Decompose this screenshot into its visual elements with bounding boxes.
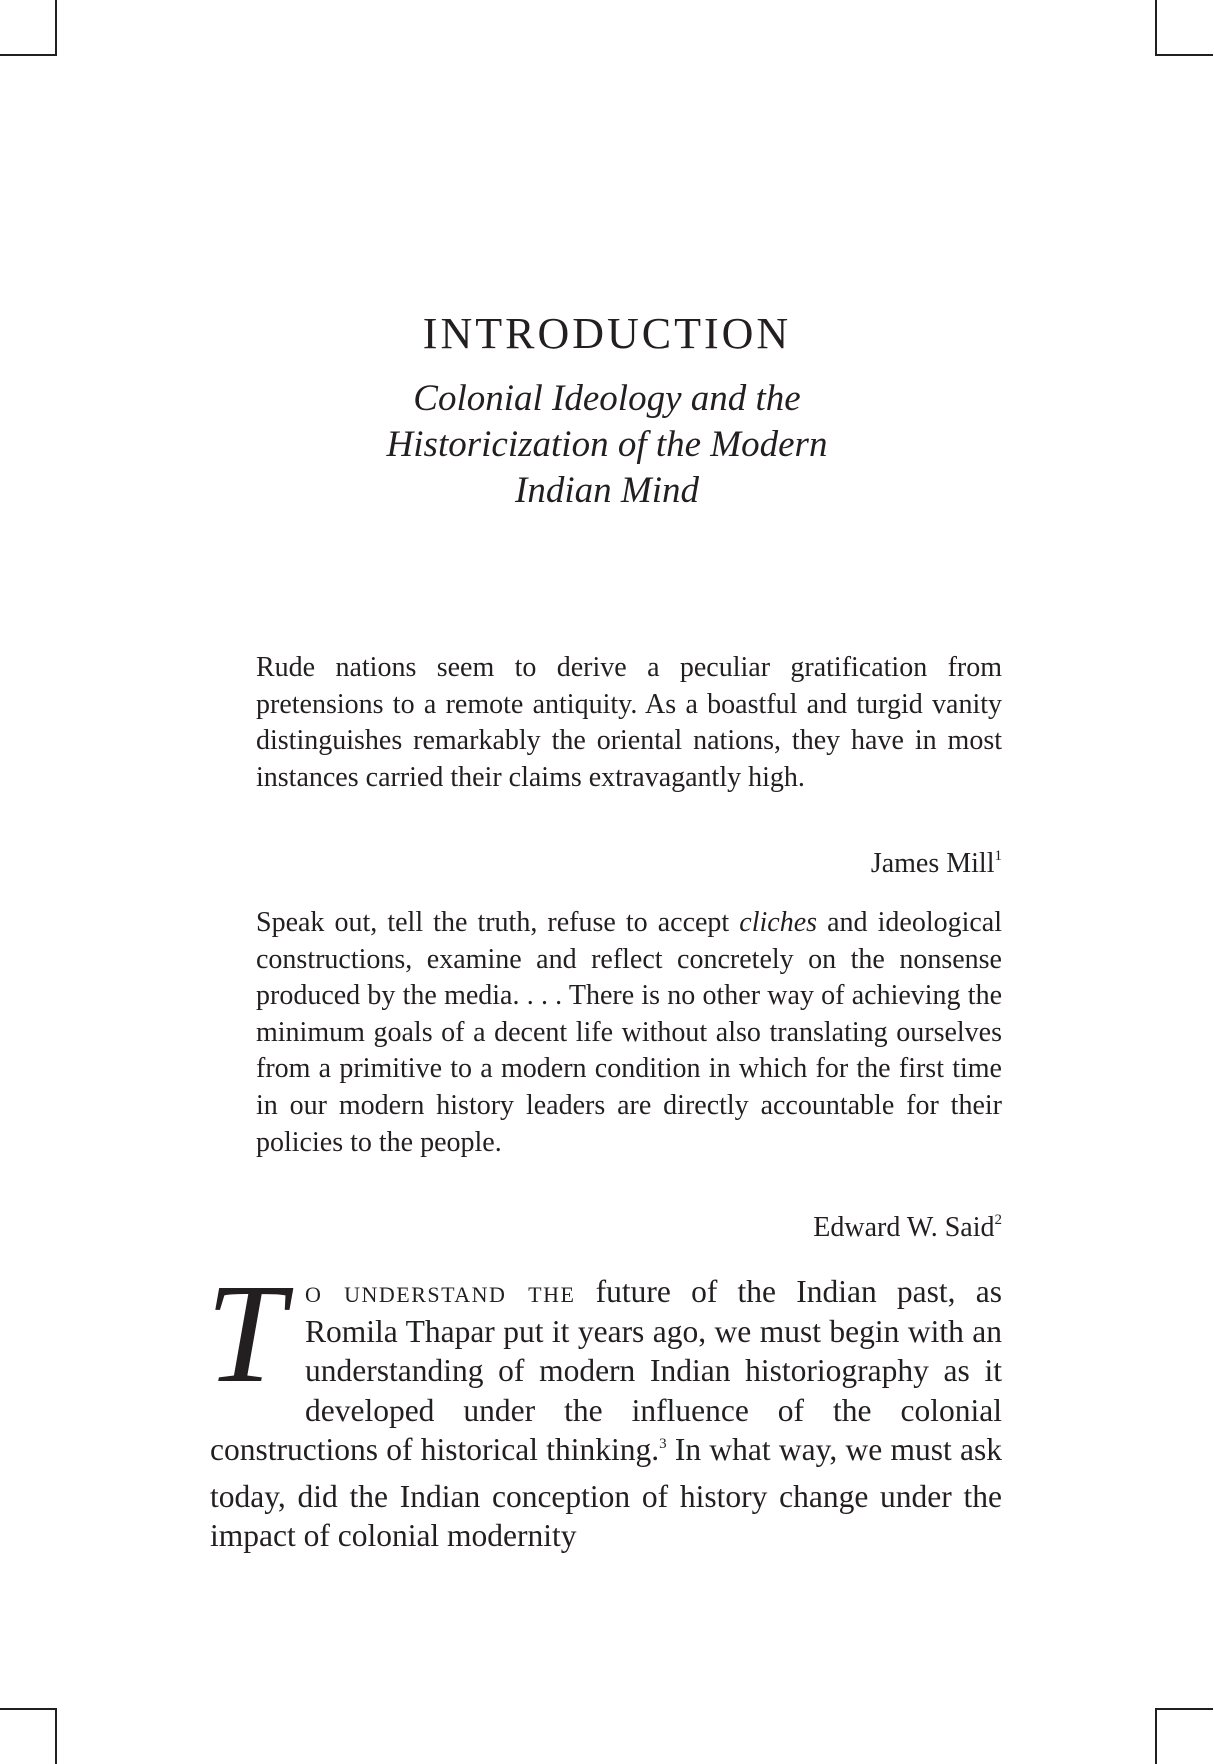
epigraph-italic-word: cliches [739, 907, 818, 938]
attribution-author: James Mill [870, 848, 995, 879]
chapter-title: INTRODUCTION [422, 309, 792, 358]
chapter-subtitle-line: Colonial Ideology and the [413, 378, 801, 419]
epigraph-text [256, 905, 1002, 1161]
body-paragraph [206, 1254, 1003, 1556]
footnote-ref: 1 [994, 848, 1002, 864]
body-text-segment: future of the Indian past, as Romila Thapar put it years ago, we must begin with an understanding of modern Indian historiography as it developed under the influence of the colonial constructions of historical thinking. [210, 1274, 1002, 1467]
crop-mark-bottom-right-vertical [1155, 1708, 1157, 1764]
chapter-subtitle [0, 376, 1214, 514]
footnote-ref: 3 [659, 1436, 667, 1452]
footnote-ref: 2 [994, 1212, 1002, 1228]
crop-mark-bottom-left-horizontal [0, 1708, 56, 1710]
epigraph-text-segment: and ideological constructions, examine and reflect concretely on the nonsense produced by the media. . . . There is no other way of achieving the minimum goals of a decent life without also translating ourselves from a primitive to a modern condition in which for the first time in our modern history leaders are directly accountable for their policies to the people. [256, 907, 1003, 1158]
epigraph-attribution-mill [871, 846, 1002, 886]
epigraph-text: Rude nations seem to derive a peculiar gratification from pretensions to a remote antiquity. As a boastful and turgid vanity distinguishes remarkably the oriental nations, they have in most instances carried their claims extravagantly high. [256, 652, 1002, 793]
drop-cap: T [206, 1254, 285, 1412]
lead-in-small-caps: o understand the [304, 1274, 576, 1309]
chapter-subtitle-line: Historicization of the Modern [386, 424, 828, 465]
epigraph-text-segment: Speak out, tell the truth, refuse to accept [256, 907, 740, 938]
crop-mark-bottom-right-horizontal [1157, 1708, 1213, 1710]
crop-mark-bottom-left-vertical [55, 1708, 57, 1764]
crop-mark-top-left-horizontal [0, 54, 56, 56]
crop-mark-top-left-vertical [55, 0, 57, 56]
body-text-segment: In what way, we must ask today, did the Indian conception of history change under the impact of colonial modernity [210, 1432, 1003, 1553]
epigraph-attribution-said [813, 1210, 1002, 1250]
attribution-author: Edward W. Said [813, 1212, 995, 1243]
epigraph-said [256, 905, 1002, 1161]
crop-mark-top-right-vertical [1155, 0, 1157, 56]
epigraph-mill [256, 650, 1002, 796]
chapter-subtitle-line: Indian Mind [515, 470, 699, 511]
crop-mark-top-right-horizontal [1157, 54, 1213, 56]
